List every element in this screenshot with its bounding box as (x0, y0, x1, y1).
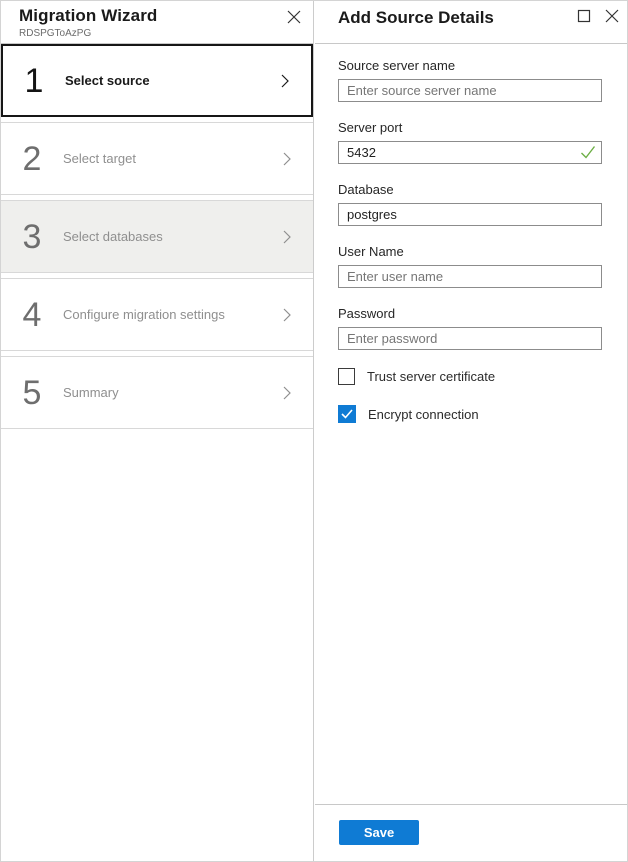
dialog-header (315, 1, 628, 44)
chevron-right-icon (279, 74, 291, 88)
step-number: 2 (22, 139, 42, 178)
step-label: Select databases (63, 229, 163, 244)
password-input[interactable] (338, 327, 602, 350)
chevron-right-icon (281, 386, 293, 400)
user-name-label: User Name (338, 244, 404, 259)
valid-check-icon (580, 145, 596, 159)
step-label: Select target (63, 151, 136, 166)
field-server-port (338, 120, 602, 164)
step-number: 3 (22, 217, 42, 256)
step-number: 5 (22, 373, 42, 412)
wizard-steps-panel (1, 1, 314, 861)
source-details-form (315, 44, 628, 423)
chevron-right-icon (281, 308, 293, 322)
save-button[interactable]: Save (339, 820, 419, 845)
database-input[interactable] (338, 203, 602, 226)
server-port-label: Server port (338, 120, 403, 135)
dialog-title: Add Source Details (338, 8, 494, 27)
add-source-details-panel (315, 1, 628, 861)
steps-list (1, 44, 313, 429)
source-server-name-input[interactable] (338, 79, 602, 102)
encrypt-connection-label: Encrypt connection (368, 406, 479, 422)
maximize-icon[interactable] (577, 9, 591, 23)
step-summary[interactable] (1, 356, 313, 429)
field-password (338, 306, 602, 350)
step-select-target[interactable] (1, 122, 313, 195)
step-select-source[interactable] (1, 44, 313, 117)
trust-server-certificate-label: Trust server certificate (367, 369, 496, 384)
server-port-input[interactable] (338, 141, 602, 164)
checkbox-unchecked-icon (338, 368, 355, 385)
wizard-title: Migration Wizard (19, 6, 158, 25)
chevron-right-icon (281, 230, 293, 244)
checkbox-checked-icon (338, 405, 356, 423)
wizard-header (1, 1, 313, 44)
close-icon[interactable] (605, 9, 619, 23)
step-label: Configure migration settings (63, 307, 225, 322)
step-number: 1 (24, 61, 44, 100)
encrypt-connection-checkbox[interactable] (338, 405, 628, 423)
close-icon[interactable] (287, 10, 301, 24)
password-label: Password (338, 306, 396, 321)
wizard-subtitle: RDSPGToAzPG (19, 28, 92, 39)
chevron-right-icon (281, 152, 293, 166)
source-server-name-label: Source server name (338, 58, 456, 73)
database-label: Database (338, 182, 394, 197)
step-label: Summary (63, 385, 119, 400)
trust-server-certificate-checkbox[interactable] (338, 368, 628, 385)
step-number: 4 (22, 295, 42, 334)
field-database (338, 182, 602, 226)
dialog-footer (315, 804, 628, 861)
user-name-input[interactable] (338, 265, 602, 288)
step-select-databases[interactable] (1, 200, 313, 273)
step-label: Select source (65, 73, 150, 88)
field-source-server-name (338, 58, 602, 102)
field-user-name (338, 244, 602, 288)
step-configure-migration-settings[interactable] (1, 278, 313, 351)
